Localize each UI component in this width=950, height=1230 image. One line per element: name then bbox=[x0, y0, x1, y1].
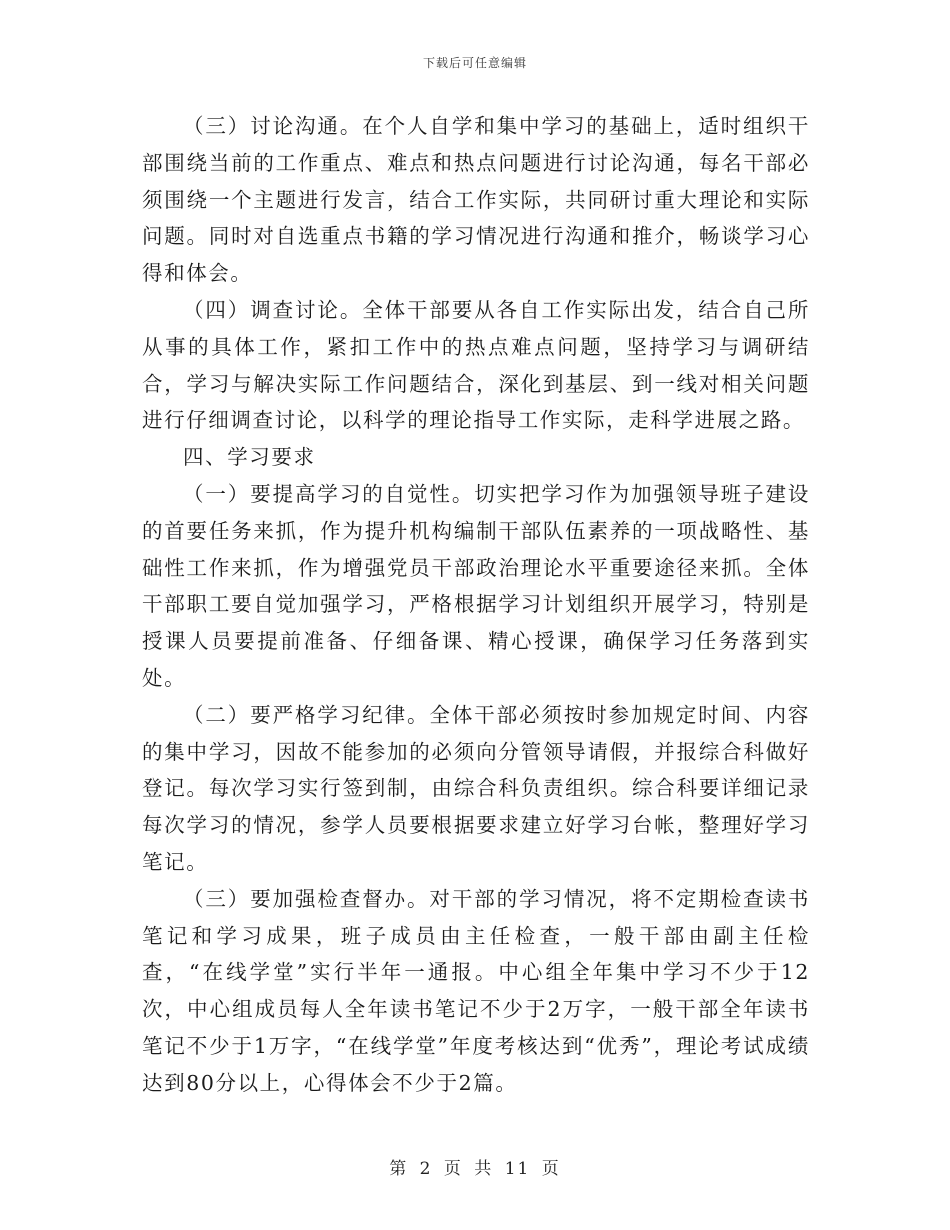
page-footer: 第 2 页 共 11 页 bbox=[389, 1159, 561, 1179]
paragraph-supervision: （三）要加强检查督办。对干部的学习情况，将不定期检查读书笔记和学习成果，班子成员由主任检查，一般干部由副主任检查，“在线学堂”实行半年一通报。中心组全年集中学习不少于12次，中心组成员每人全年读书笔记不少于2万字，一般干部全年读书笔记不少于1万字，“在线学堂”年度考核达到“优秀”，理论考试成绩达到80分以上，心得体会不少于2篇。 bbox=[142, 886, 810, 1095]
section-heading-requirements: 四、学习要求 bbox=[183, 445, 316, 470]
paragraph-awareness: （一）要提高学习的自觉性。切实把学习作为加强领导班子建设的首要任务来抓，作为提升机构编制干部队伍素养的一项战略性、基础性工作来抓，作为增强党员干部政治理论水平重要途径来抓。全体干部职工要自觉加强学习，严格根据学习计划组织开展学习，特别是授课人员要提前准备、仔细备课、精心授课，确保学习任务落到实处。 bbox=[142, 481, 810, 690]
document-body bbox=[142, 108, 810, 1102]
paragraph-discipline: （二）要严格学习纪律。全体干部必须按时参加规定时间、内容的集中学习，因故不能参加的必须向分管领导请假，并报综合科做好登记。每次学习实行签到制，由综合科负责组织。综合科要详细记录每次学习的情况，参学人员要根据要求建立好学习台帐，整理好学习笔记。 bbox=[142, 702, 810, 874]
page-header: 下载后可任意编辑 bbox=[422, 56, 527, 70]
paragraph-discussion: （三）讨论沟通。在个人自学和集中学习的基础上，适时组织干部围绕当前的工作重点、难点和热点问题进行讨论沟通，每名干部必须围绕一个主题进行发言，结合工作实际，共同研讨重大理论和实际问题。同时对自选重点书籍的学习情况进行沟通和推介，畅谈学习心得和体会。 bbox=[142, 114, 810, 286]
paragraph-investigation: （四）调查讨论。全体干部要从各自工作实际出发，结合自己所从事的具体工作，紧扣工作中的热点难点问题，坚持学习与调研结合，学习与解决实际工作问题结合，深化到基层、到一线对相关问题进行仔细调查讨论，以科学的理论指导工作实际，走科学进展之路。 bbox=[142, 297, 810, 433]
